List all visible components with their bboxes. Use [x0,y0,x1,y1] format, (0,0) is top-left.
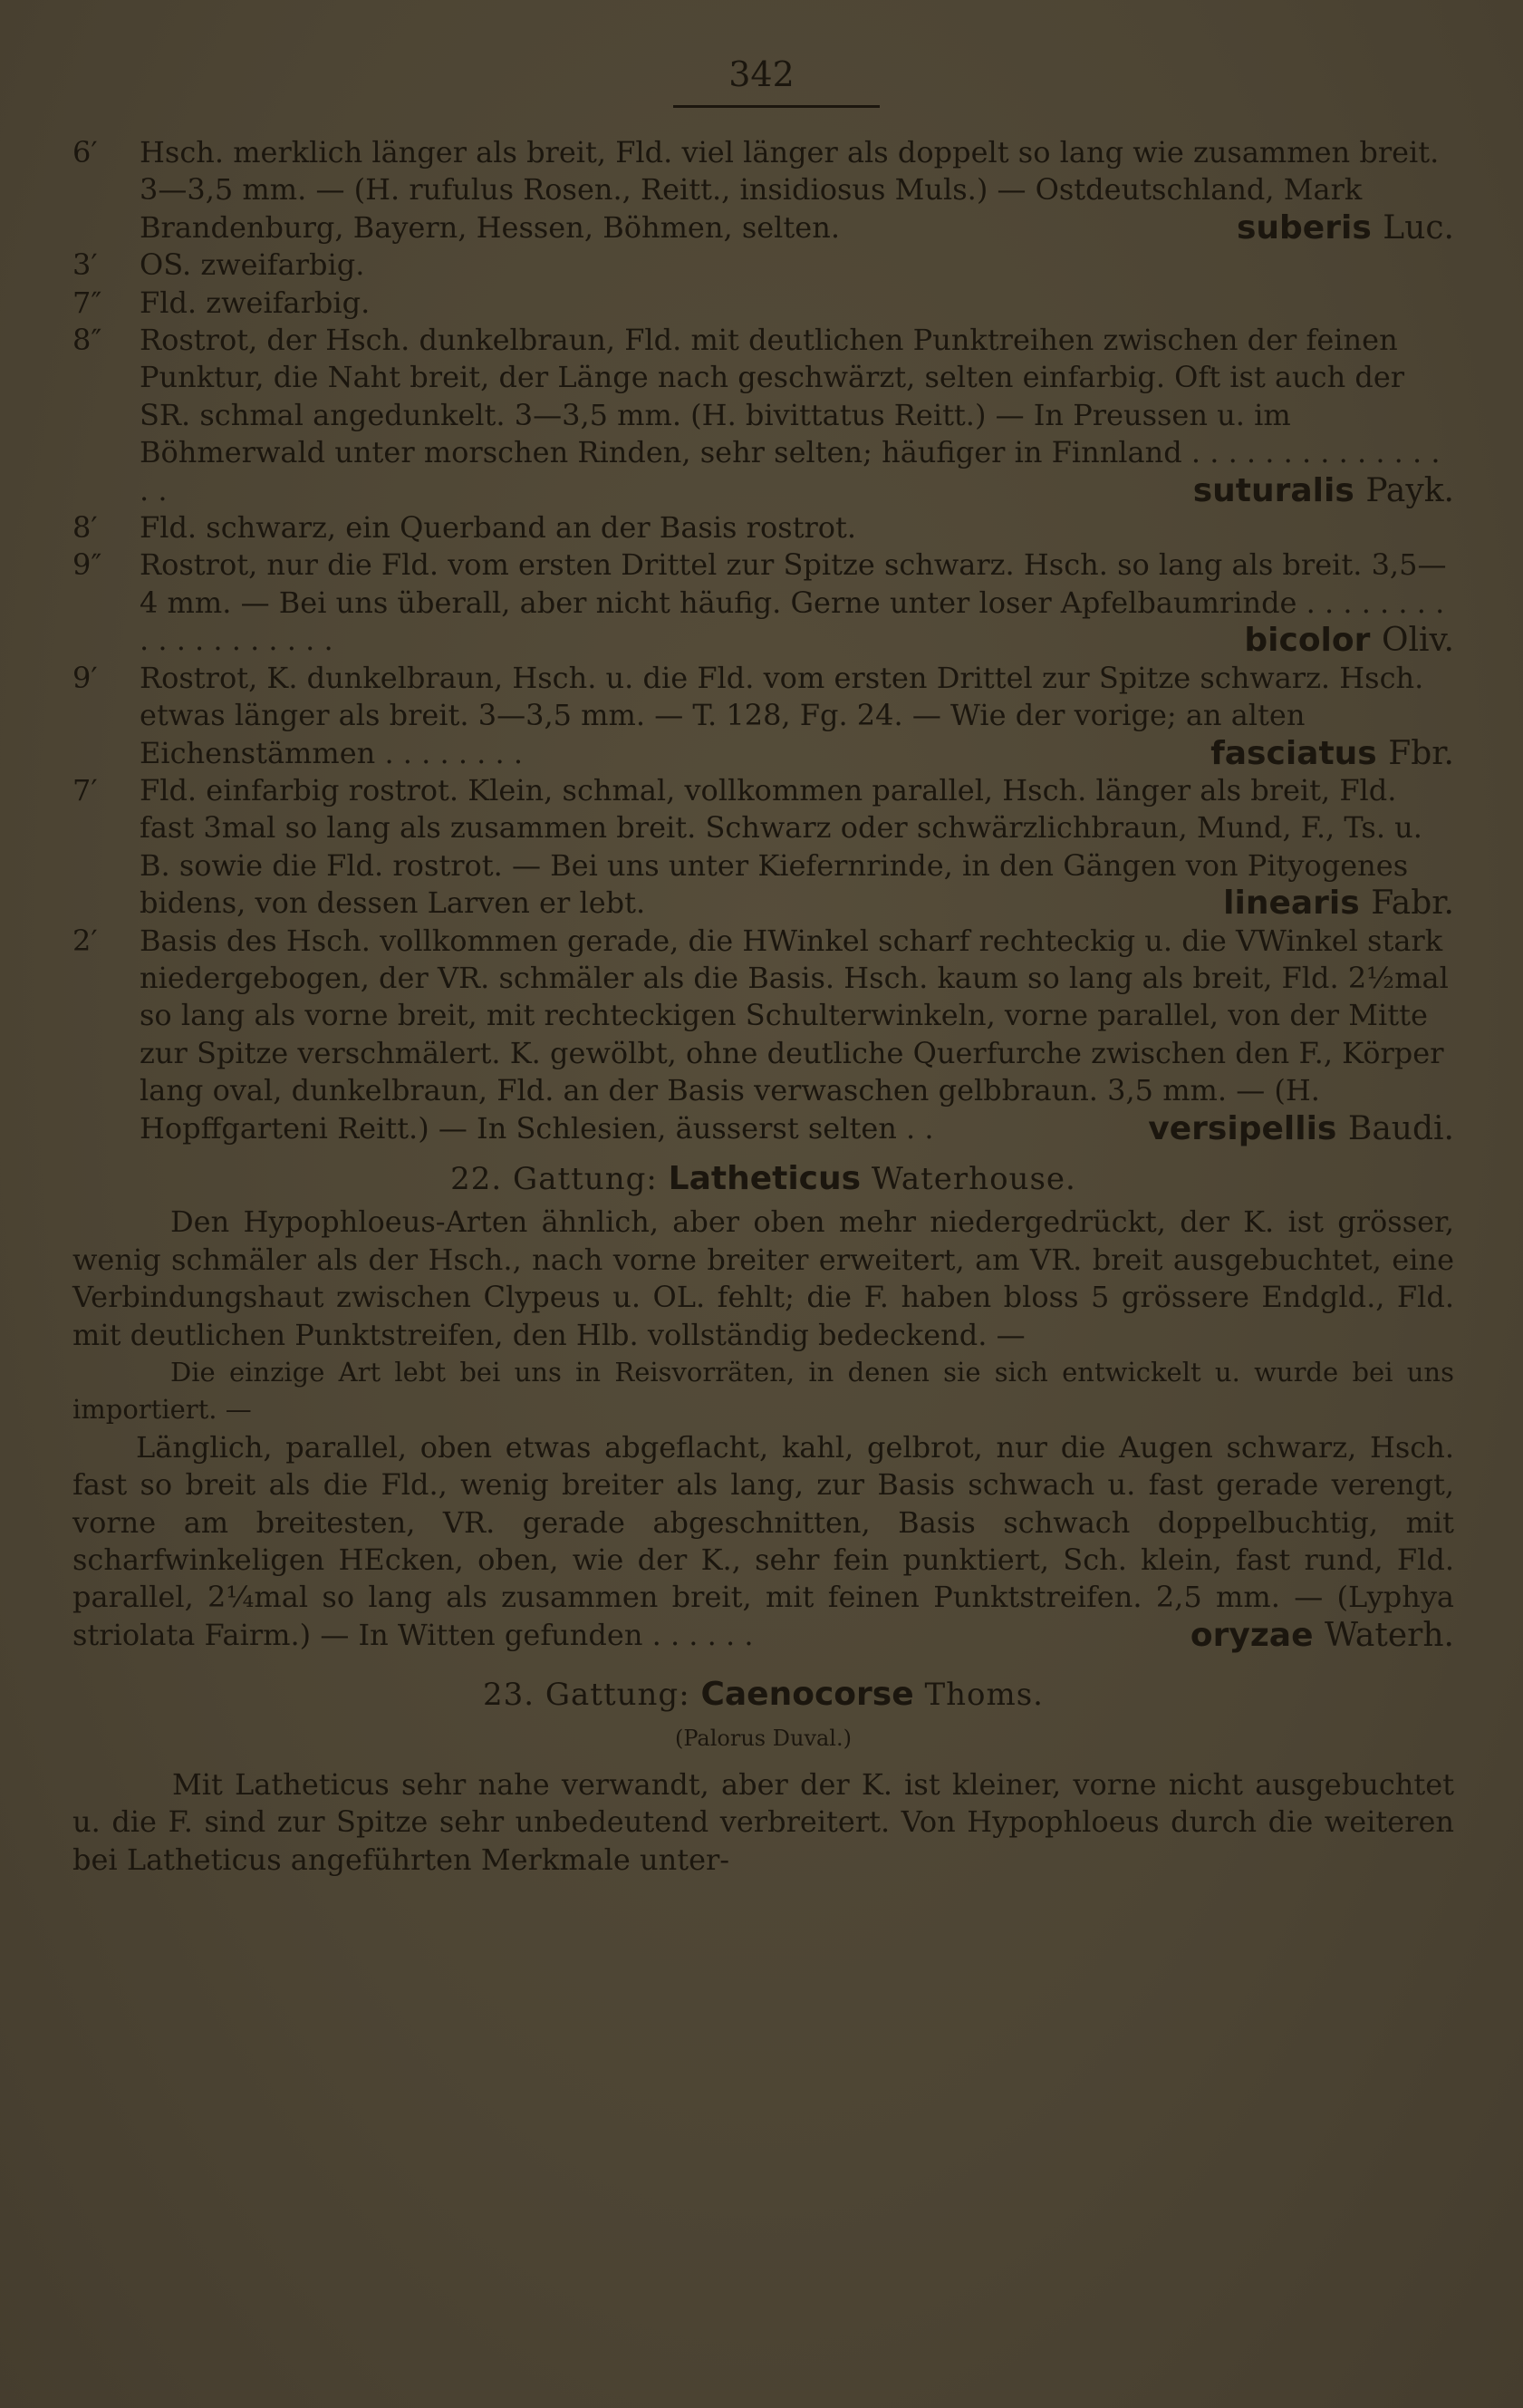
key-entry [72,285,1454,322]
species-label: versipellis [1148,1109,1337,1147]
key-entry [72,322,1454,509]
genus-name: Latheticus [668,1159,862,1197]
genus-prefix: 22. Gattung: [450,1160,658,1197]
entry-text: Hsch. merklich länger als breit, Fld. viel länger als doppelt so lang wie zusammen breit. 3—3,5 mm. — (H. rufulus Rosen., Reitt., insidiosus Muls.) — Ostdeutschland, Mark Brandenburg, Bayern, Hessen, Böhmen, selten. [140,135,1440,245]
key-entry [72,134,1454,247]
key-entry [72,546,1454,659]
key-entry [72,247,1454,284]
species-label: fasciatus [1210,734,1377,772]
species-name [1244,622,1454,659]
species-text: Länglich, parallel, oben etwas abgeflacht, kahl, gelbrot, nur die Augen schwarz, Hsch. fast so breit als die Fld., wenig breiter als lang, zur Basis schwach u. fast gerade verengt, vorne am breitesten, VR. gerade abgeschnitten, Basis schwach doppelbuchtig, mit scharfwinkeligen HEcken, oben, wie der K., sehr fein punktiert, Sch. klein, fast rund, Fld. parallel, 2¼mal so lang als zusammen breit, mit feinen Punktstreifen. 2,5 mm. — (Lyphya striolata Fairm.) — In Witten gefunden . . . . . . [72,1429,1454,1652]
entry-text: OS. zweifarbig. [140,247,365,283]
key-entry [72,772,1454,923]
species-label: suturalis [1192,471,1354,509]
key-entry [72,509,1454,546]
genus-synonym: (Palorus Duval.) [675,1725,852,1751]
species-name [1148,1110,1454,1147]
key-entry [72,923,1454,1147]
genus-heading [72,1160,1454,1198]
text-body [72,134,1454,1879]
entry-number: 7″ [72,285,102,320]
species-name [1237,209,1454,247]
species-author: Fabr. [1371,885,1454,923]
species-label: bicolor [1244,622,1371,660]
entry-text: Rostrot, nur die Fld. vom ersten Drittel zur Spitze schwarz. Hsch. so lang als breit. 3,5—4 mm. — Bei uns überall, aber nicht häufig. Gerne unter loser Apfelbaumrinde . . . . . . . . . . . . . . . . . . . [140,547,1447,658]
species-name [1193,472,1454,509]
entry-text: Rostrot, K. dunkelbraun, Hsch. u. die Fld. vom ersten Drittel zur Spitze schwarz. Hsch. etwas länger als breit. 3—3,5 mm. — T. 128, Fg. 24. — Wie der vorige; an alten Eichenstämmen . . . . . . . . [140,660,1424,770]
entry-number: 2′ [72,923,98,958]
genus-heading [72,1676,1454,1714]
species-author: Luc. [1383,208,1454,247]
entry-text: Fld. schwarz, ein Querband an der Basis rostrot. [140,510,857,546]
entry-number: 9′ [72,660,98,695]
species-name [1127,1617,1454,1654]
genus-description: Mit Latheticus sehr nahe verwandt, aber der K. ist kleiner, vorne nicht ausgebuchtet u. die F. sind zur Spitze sehr unbedeutend verbreitert. Von Hypophloeus durch die weiteren bei Latheticus angeführten Merkmale unter- [72,1767,1454,1877]
entry-number: 7′ [72,772,98,808]
entry-number: 6′ [72,135,98,169]
genus-prefix: 23. Gattung: [483,1677,690,1714]
species-description [72,1429,1454,1654]
entry-text: Fld. einfarbig rostrot. Klein, schmal, vollkommen parallel, Hsch. länger als breit, Fld. fast 3mal so lang als zusammen breit. Schwarz oder schwärzlichbraun, Mund, F., Ts. u. B. sowie die Fld. rostrot. — Bei uns unter Kiefernrinde, in den Gängen von Pityogenes bidens, von dessen Larven er lebt. [140,772,1422,921]
entry-text: Basis des Hsch. vollkommen gerade, die HWinkel scharf rechteckig u. die VWinkel stark niedergebogen, der VR. schmäler als die Basis. Hsch. kaum so lang als breit, Fld. 2½mal so lang als vorne breit, mit rechteckigen Schulterwinkeln, vorne parallel, von der Mitte zur Spitze verschmälert. K. gewölbt, ohne deutliche Querfurche zwischen den F., Körper lang oval, dunkelbraun, Fld. an der Basis verwaschen gelbbraun. 3,5 mm. — (H. Hopffgarteni Reitt.) — In Schlesien, äusserst selten . . [140,923,1449,1146]
species-name [1223,885,1454,922]
entry-text: Rostrot, der Hsch. dunkelbraun, Fld. mit deutlichen Punktreihen zwischen der feinen Punktur, die Naht breit, der Länge nach geschwärzt, selten einfarbig. Oft ist auch der SR. schmal angedunkelt. 3—3,5 mm. (H. bivittatus Reitt.) — In Preussen u. im Böhmerwald unter morschen Rinden, sehr selten; häufiger in Finnland . . . . . . . . . . . . . . . . [140,323,1441,508]
genus-author: Thoms. [924,1677,1044,1714]
entry-number: 8′ [72,510,98,546]
species-label: suberis [1236,208,1372,247]
entry-number: 9″ [72,547,102,583]
species-author: Waterh. [1325,1616,1454,1654]
species-author: Fbr. [1388,734,1454,772]
key-entry [72,660,1454,772]
entry-text: Fld. zweifarbig. [140,285,371,320]
genus-name: Caenocorse [700,1676,914,1714]
species-author: Payk. [1365,471,1454,509]
species-author: Oliv. [1381,622,1454,660]
header-rule [673,105,880,108]
species-author: Baudi. [1347,1109,1454,1147]
entry-number: 3′ [72,247,98,283]
species-label: linearis [1223,885,1360,923]
species-name [1210,735,1454,772]
page-number: 342 [728,54,795,94]
genus-note: Die einzige Art lebt bei uns in Reisvorräten, in denen sie sich entwickelt u. wurde bei uns importiert. — [72,1357,1454,1426]
genus-author: Waterhouse. [871,1160,1076,1197]
species-label: oryzae [1190,1616,1314,1654]
genus-description: Den Hypophloeus-Arten ähnlich, aber oben mehr niedergedrückt, der K. ist grösser, wenig schmäler als der Hsch., nach vorne breiter erweitert, am VR. breit ausgebuchtet, eine Verbindungshaut zwischen Clypeus u. OL. fehlt; die F. haben bloss 5 grössere Endgld., Fld. mit deutlichen Punktstreifen, den Hlb. vollständig bedeckend. — [72,1204,1454,1352]
entry-number: 8″ [72,323,102,358]
